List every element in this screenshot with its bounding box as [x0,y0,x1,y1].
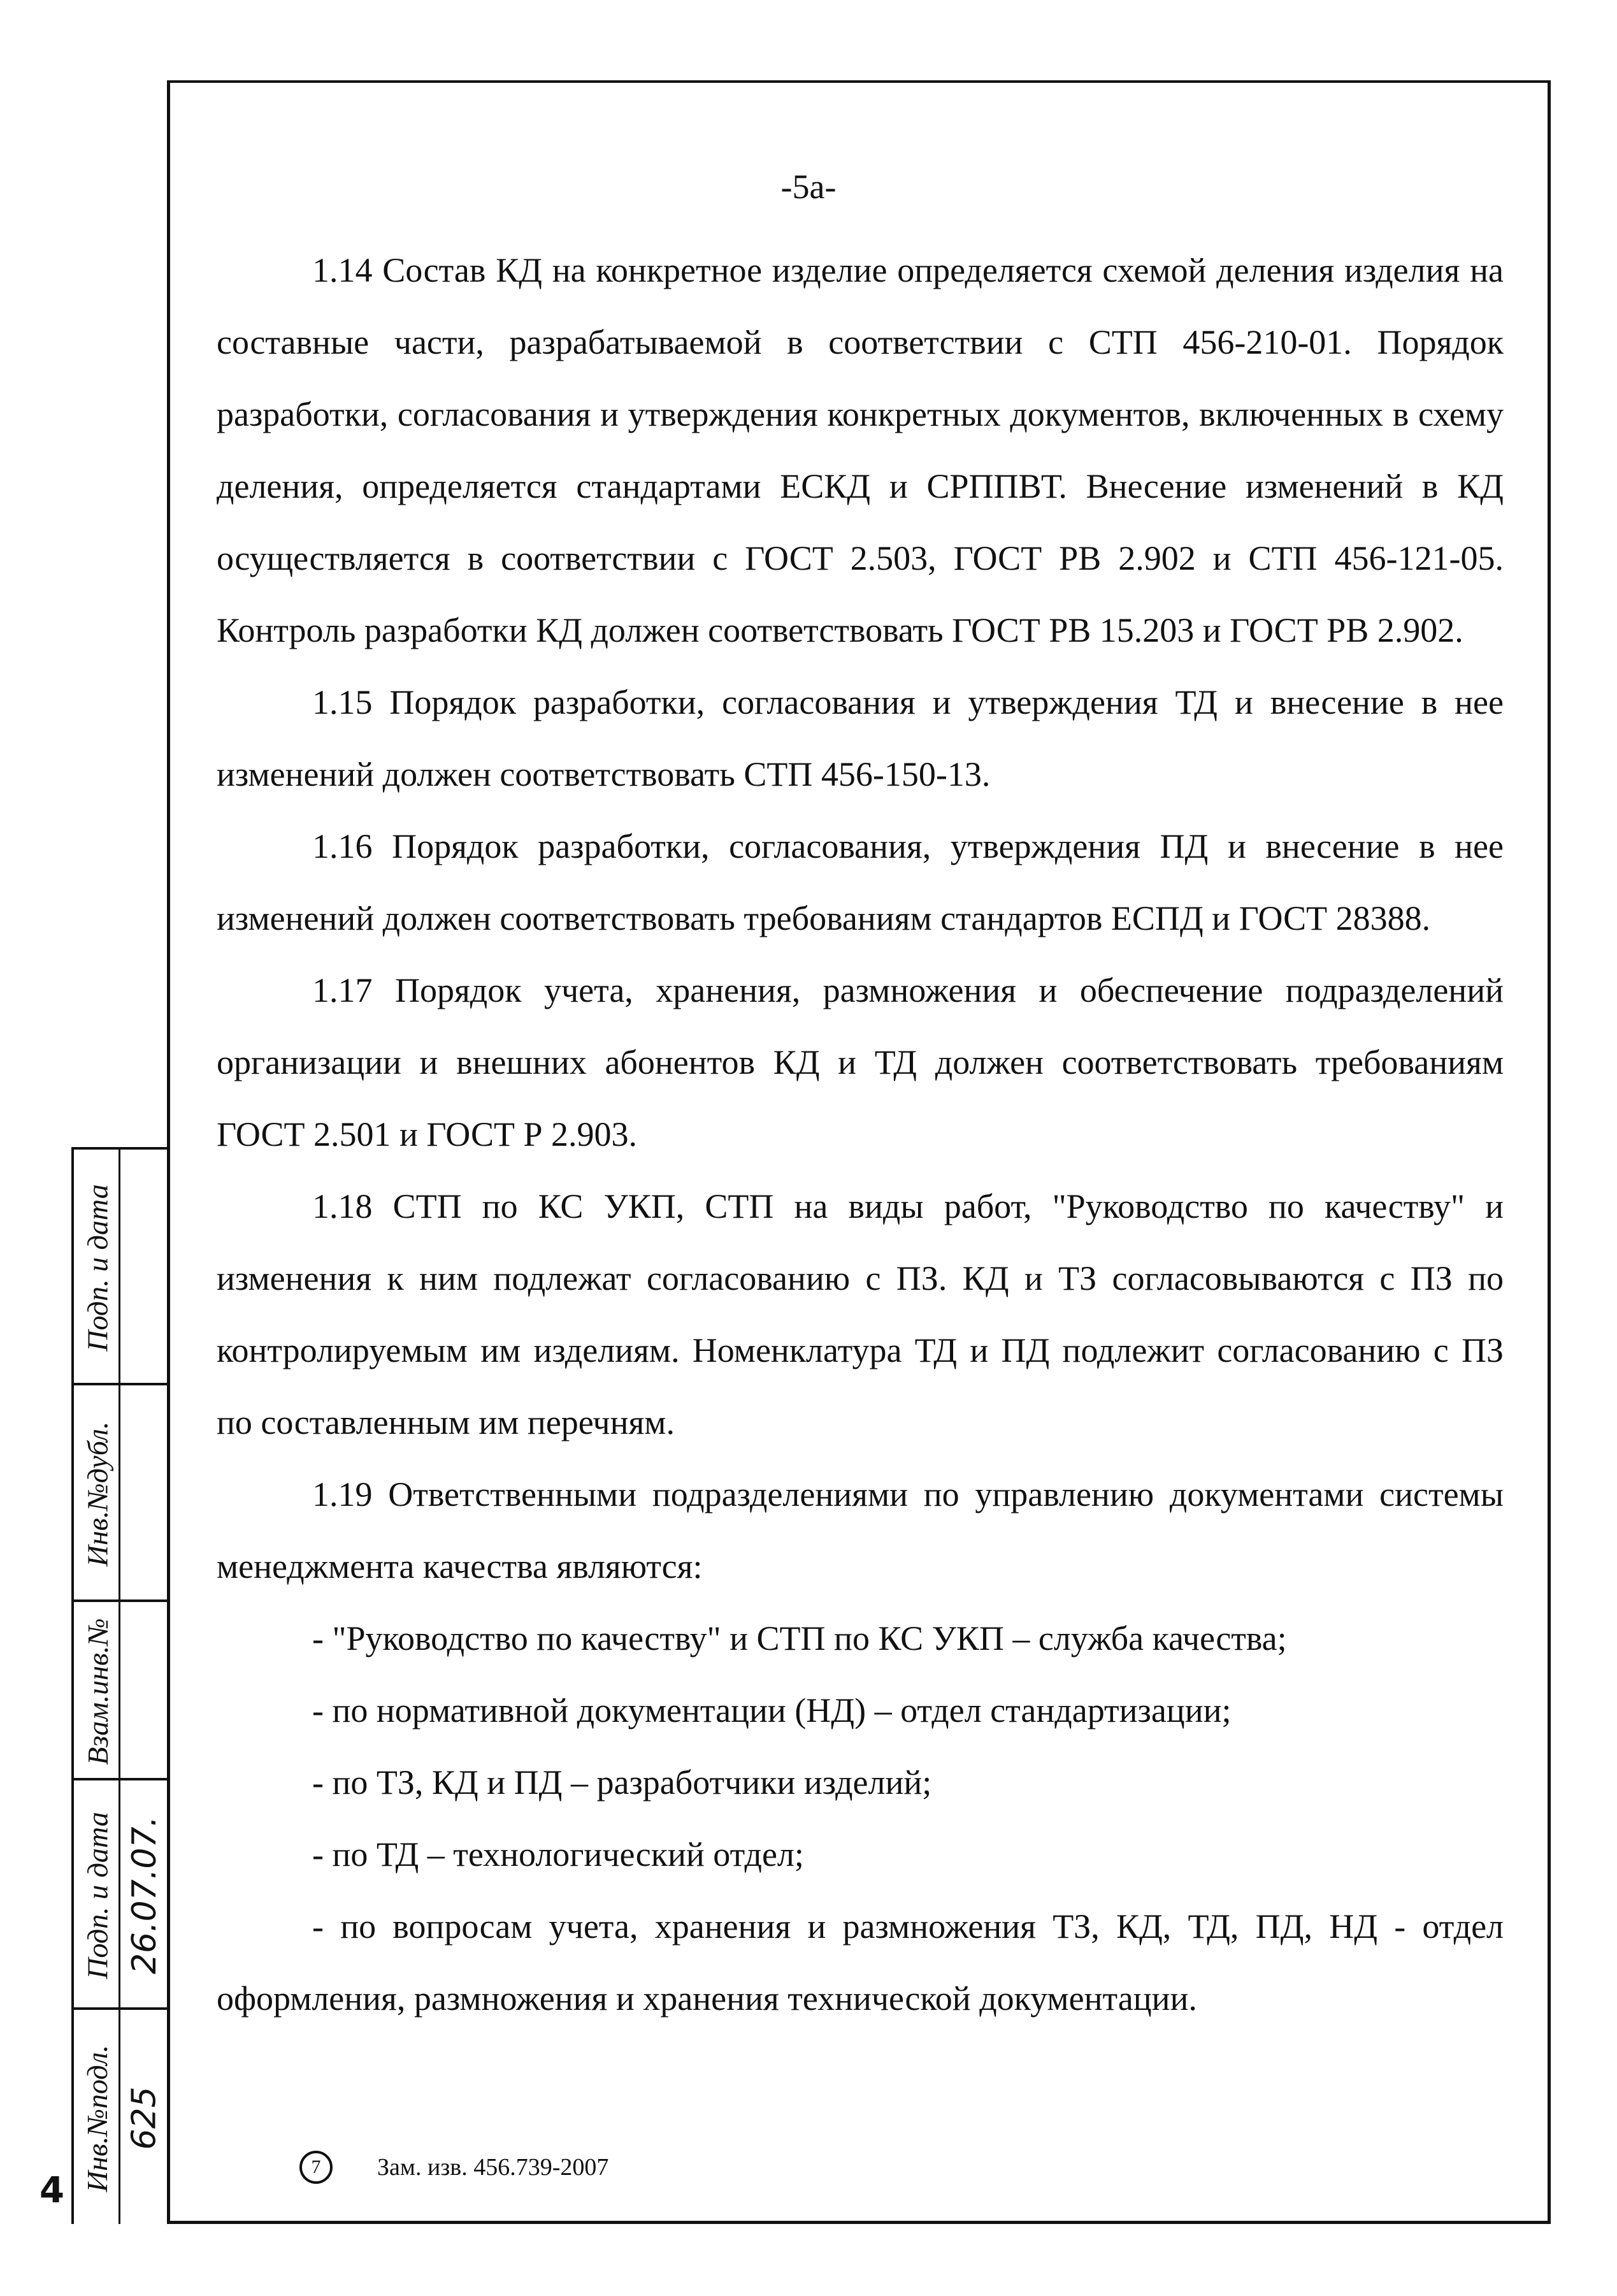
paragraph-1-19: 1.19 Ответственными подразделениями по управлению документами системы менеджмента качества являются: [217,1475,1504,1585]
paragraph-1-17: 1.17 Порядок учета, хранения, размножения и обеспечение подразделений организации и внешних абонентов КД и ТД должен соответствовать требованиям ГОСТ 2.501 и ГОСТ Р 2.903. [217,971,1504,1153]
stamp-cell-signature-date-1 [74,1147,169,1383]
change-number-circle: 7 [299,2151,333,2184]
paragraph-1-18: 1.18 СТП по КС УКП, СТП на виды работ, "Руководство по качеству" и изменения к ним подлежат согласованию с ПЗ. КД и ТЗ согласовываются с ПЗ по контролируемым им изделиям. Номенклатура ТД и ПД подлежит согласованию с ПЗ по составленным им перечням. [217,1187,1504,1441]
list-item: - по ТЗ, КД и ПД – разработчики изделий; [312,1763,932,1801]
list-item: - "Руководство по качеству" и СТП по КС УКП – служба качества; [312,1619,1287,1657]
stamp-value-inv-number: 625 [126,2086,164,2150]
stamp-cell-original-inv [74,2007,169,2224]
paragraph-1-15: 1.15 Порядок разработки, согласования и утверждения ТД и внесение в нее изменений должен соответствовать СТП 456-150-13. [217,683,1504,793]
stamp-label: Взам.инв.№ [81,1617,114,1765]
list-item: - по нормативной документации (НД) – отдел стандартизации; [312,1691,1232,1729]
document-body [217,235,1504,2035]
page-number: -5а- [780,168,837,206]
stamp-label: Инв.№дубл. [81,1421,114,1566]
stamp-value-date: 26.07.07. [126,1816,164,1975]
stamp-label: Подп. и дата [81,1183,114,1352]
stamp-label: Инв.№подл. [81,2044,114,2192]
stamp-cell-signature-date-2 [74,1778,169,2007]
paragraph-1-14: 1.14 Состав КД на конкретное изделие определяется схемой деления изделия на составные части, разрабатываемой в соответствии с СТП 456-210-01. Порядок разработки, согласования и утверждения конкретных документов, включенных в схему деления, определяется стандартами ЕСКД и СРППВТ. Внесение изменений в КД осуществляется в соответствии с ГОСТ 2.503, ГОСТ РВ 2.902 и СТП 456-121-05. Контроль разработки КД должен соответствовать ГОСТ РВ 15.203 и ГОСТ РВ 2.902. [217,251,1504,649]
change-notice-text: Зам. изв. 456.739-2007 [377,2154,609,2181]
sheet-mark: 4 [40,2170,64,2211]
list-item: - по вопросам учета, хранения и размножения ТЗ, КД, ТД, ПД, НД - отдел оформления, размножения и хранения технической документации. [217,1907,1504,2018]
stamp-cell-duplicate-inv [74,1383,169,1599]
approval-stamp-strip [71,1147,167,2224]
stamp-cell-replacement-inv [74,1599,169,1778]
change-notice-footer [299,2151,608,2184]
paragraph-1-16: 1.16 Порядок разработки, согласования, утверждения ПД и внесение в нее изменений должен соответствовать требованиям стандартов ЕСПД и ГОСТ 28388. [217,827,1504,937]
list-item: - по ТД – технологический отдел; [312,1835,804,1874]
stamp-label: Подп. и дата [81,1811,114,1979]
